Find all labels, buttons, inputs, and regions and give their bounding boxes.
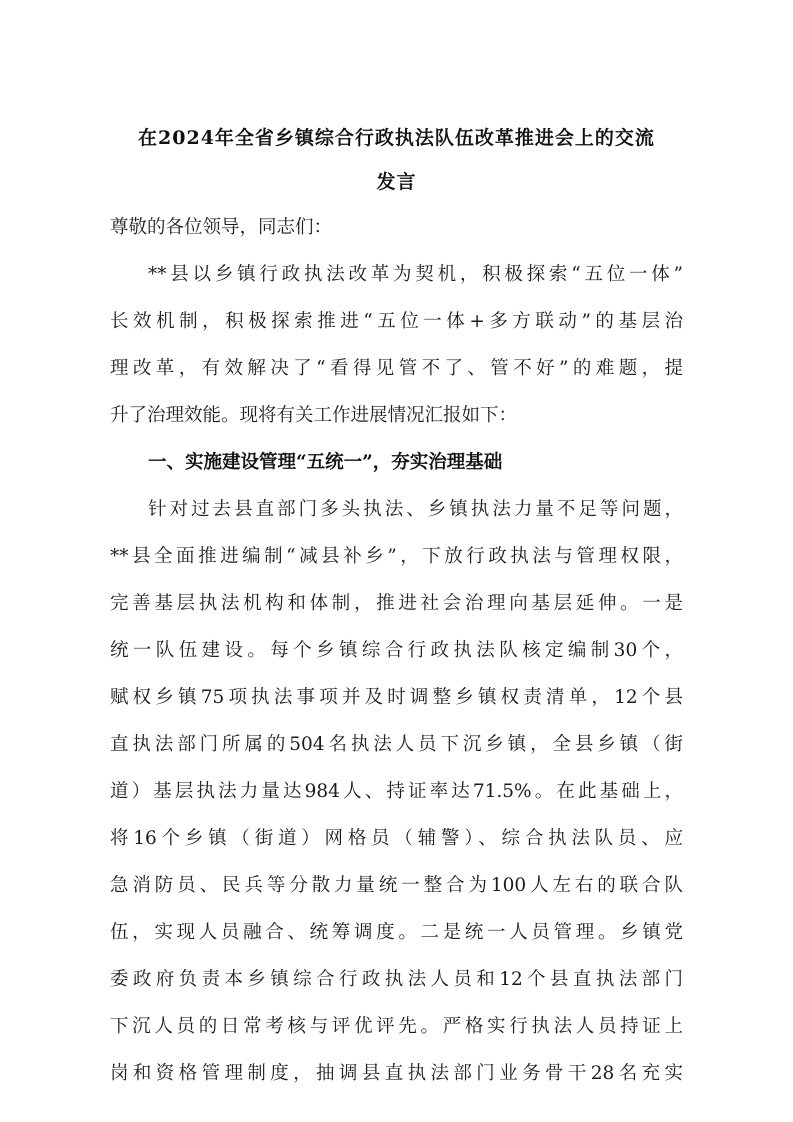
- section-1-line: 下沉人员的日常考核与评优评先。严格实行执法人员持证上: [110, 1016, 683, 1037]
- intro-line: **县以乡镇行政执法改革为契机，积极探索“五位一体”: [148, 264, 683, 285]
- section-1-line: 急消防员、民兵等分散力量统一整合为100人左右的联合队: [110, 875, 683, 896]
- document-title-line-1: 在2024年全省乡镇综合行政执法队伍改革推进会上的交流: [138, 127, 655, 149]
- section-1-line: 针对过去县直部门多头执法、乡镇执法力量不足等问题，: [148, 499, 683, 520]
- section-1-line: 道）基层执法力量达984人、持证率达71.5%。在此基础上，: [110, 781, 683, 802]
- section-1-line: 统一队伍建设。每个乡镇综合行政执法队核定编制30个，: [110, 640, 683, 661]
- section-1-line: 委政府负责本乡镇综合行政执法人员和12个县直执法部门: [110, 969, 683, 990]
- document-title-line-2: 发言: [376, 171, 417, 193]
- section-1-line: 赋权乡镇75项执法事项并及时调整乡镇权责清单，12个县: [110, 687, 683, 708]
- section-1-line: 直执法部门所属的504名执法人员下沉乡镇，全县乡镇（街: [110, 734, 683, 755]
- section-1-line: 岗和资格管理制度，抽调县直执法部门业务骨干28名充实: [110, 1063, 683, 1084]
- intro-line: 理改革，有效解决了“看得见管不了、管不好”的难题，提: [110, 358, 683, 379]
- salutation: 尊敬的各位领导，同志们：: [110, 217, 333, 238]
- section-1-line: **县全面推进编制“减县补乡”，下放行政执法与管理权限，: [110, 546, 683, 567]
- section-1-heading: 一、实施建设管理“五统一”，夯实治理基础: [148, 452, 503, 473]
- intro-line: 长效机制，积极探索推进“五位一体+多方联动”的基层治: [110, 311, 683, 332]
- section-1-line: 完善基层执法机构和体制，推进社会治理向基层延伸。一是: [110, 593, 683, 614]
- section-1-line: 将16个乡镇（街道）网格员（辅警）、综合执法队员、应: [110, 828, 683, 849]
- intro-line: 升了治理效能。现将有关工作进展情况汇报如下：: [110, 405, 518, 426]
- section-1-line: 伍，实现人员融合、统筹调度。二是统一人员管理。乡镇党: [110, 922, 683, 943]
